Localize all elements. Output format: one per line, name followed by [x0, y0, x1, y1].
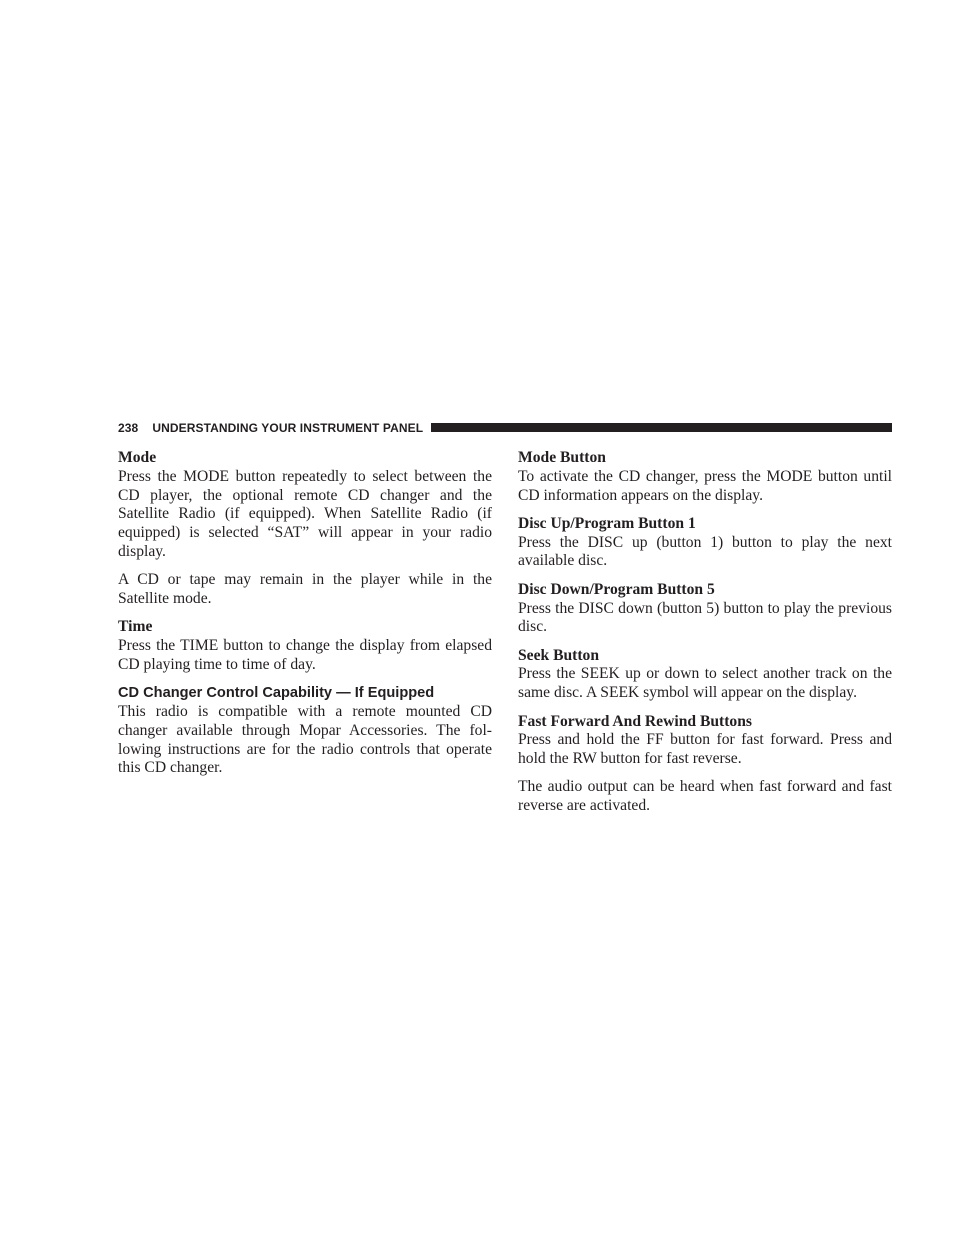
seek-button-heading: Seek Button [518, 646, 600, 664]
mode-heading: Mode [118, 449, 157, 466]
left-column [118, 449, 492, 788]
cd-changer-heading: CD Changer Control Capability — If Equipped [118, 685, 435, 702]
ff-rw-paragraph: Press and hold the FF button for fast forward. Press and hold the RW button for fast reverse. [518, 731, 892, 768]
ff-rw-paragraph-2: The audio output can be heard when fast forward and fast reverse are activated. [518, 778, 892, 815]
mode-button-paragraph: To activate the CD changer, press the MODE button until CD information appears on the display. [518, 467, 892, 504]
ff-rw-heading: Fast Forward And Rewind Buttons [518, 712, 752, 730]
disc-down-paragraph: Press the DISC down (button 5) button to play the previous disc. [518, 599, 892, 636]
cd-changer-paragraph: This radio is compatible with a remote mounted CD changer available through Mopar Accessories. The following instructions are for the radio controls that operate this CD changer. [118, 703, 492, 777]
header-rule [431, 423, 892, 432]
disc-up-paragraph: Press the DISC up (button 1) button to play the next available disc. [518, 533, 892, 570]
mode-paragraph-2: A CD or tape may remain in the player while in the Satellite mode. [118, 571, 492, 608]
time-paragraph: Press the TIME button to change the display from elapsed CD playing time to time of day. [118, 637, 492, 673]
page-header [118, 419, 892, 436]
section-title: UNDERSTANDING YOUR INSTRUMENT PANEL [152, 420, 424, 435]
time-heading: Time [118, 618, 153, 636]
disc-down-heading: Disc Down/Program Button 5 [518, 580, 715, 598]
mode-button-heading: Mode Button [518, 449, 606, 466]
disc-up-heading: Disc Up/Program Button 1 [518, 514, 696, 532]
seek-button-paragraph: Press the SEEK up or down to select another track on the same disc. A SEEK symbol will appear on the display. [518, 665, 892, 702]
mode-paragraph: Press the MODE button repeatedly to select between the CD player, the optional remote CD changer and the Satellite Radio (if equipped). When Satellite Radio (if equipped) is selected “SAT” will appear in your radio display. [118, 467, 492, 560]
right-column [518, 449, 892, 826]
page-number: 238 [118, 420, 139, 435]
